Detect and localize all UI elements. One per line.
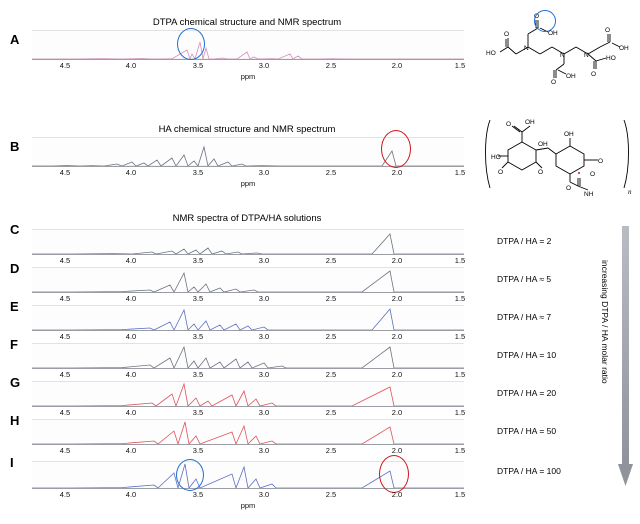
axis-c-tick-5: 2.0: [391, 256, 403, 265]
highlight-dtpa-carboxyl-structure: [534, 10, 556, 32]
svg-text:N: N: [584, 52, 589, 59]
axis-f-tick-5: 2.0: [391, 370, 403, 379]
axis-i-unit-label: ppm: [240, 501, 256, 510]
svg-text:OH: OH: [564, 131, 574, 138]
axis-h-tick-5: 2.0: [391, 446, 403, 455]
axis-d-tick-1: 4.0: [125, 294, 137, 303]
svg-text:OH: OH: [538, 141, 548, 148]
panel-letter-a: A: [10, 32, 20, 47]
spectrum-g-trace: [32, 381, 464, 407]
axis-d-tick-5: 2.0: [391, 294, 403, 303]
axis-f-tick-0: 4.5: [59, 370, 71, 379]
spectrum-h-frame: [32, 419, 464, 420]
spectrum-a-frame: [32, 30, 464, 31]
axis-h-tick-1: 4.0: [125, 446, 137, 455]
svg-text:n: n: [628, 188, 632, 196]
axis-b-tick-0: 4.5: [59, 168, 71, 177]
axis-a-tick-1: 4.0: [125, 61, 137, 70]
axis-h-tick-2: 3.5: [192, 446, 204, 455]
panel-letter-i: I: [10, 455, 14, 470]
spectrum-h: [32, 419, 464, 445]
spectrum-a-trace: [32, 30, 464, 60]
svg-text:O: O: [605, 27, 611, 34]
axis-e-tick-6: 1.5: [454, 332, 466, 341]
axis-f-tick-1: 4.0: [125, 370, 137, 379]
axis-h-tick-4: 2.5: [325, 446, 337, 455]
axis-e-tick-5: 2.0: [391, 332, 403, 341]
axis-b: [32, 168, 464, 186]
panel-letter-c: C: [10, 222, 20, 237]
axis-e-tick-1: 4.0: [125, 332, 137, 341]
axis-d-tick-6: 1.5: [454, 294, 466, 303]
spectrum-g: [32, 381, 464, 407]
svg-text:O: O: [498, 169, 504, 176]
axis-d-tick-4: 2.5: [325, 294, 337, 303]
increasing-ratio-caption-wrap: [600, 260, 620, 384]
axis-c-tick-4: 2.5: [325, 256, 337, 265]
axis-f-tick-2: 3.5: [192, 370, 204, 379]
svg-text:O: O: [504, 31, 510, 38]
highlight-dtpa-ch2-a: [177, 28, 205, 60]
svg-text:N: N: [560, 52, 565, 59]
axis-e-tick-4: 2.5: [325, 332, 337, 341]
svg-text:OH: OH: [619, 45, 629, 52]
spectrum-g-frame: [32, 381, 464, 382]
svg-text:HO: HO: [606, 55, 616, 62]
svg-text:N: N: [524, 45, 529, 52]
axis-c-tick-1: 4.0: [125, 256, 137, 265]
axis-h-tick-3: 3.0: [258, 446, 270, 455]
svg-text:HO: HO: [486, 50, 496, 57]
spectrum-e-frame: [32, 305, 464, 306]
axis-i-tick-1: 4.0: [125, 490, 137, 499]
axis-c-tick-0: 4.5: [59, 256, 71, 265]
highlight-ha-acetyl-i: [379, 455, 409, 493]
svg-text:OH: OH: [525, 119, 535, 126]
panel-letter-h: H: [10, 413, 20, 428]
svg-text:O: O: [598, 158, 604, 165]
axis-d-tick-3: 3.0: [258, 294, 270, 303]
ratio-label-c: DTPA / HA = 2: [497, 236, 552, 246]
spectrum-d-frame: [32, 267, 464, 268]
axis-a-tick-2: 3.5: [192, 61, 204, 70]
axis-h-tick-0: 4.5: [59, 446, 71, 455]
axis-i: [32, 490, 464, 508]
ratio-label-e: DTPA / HA ≈ 7: [497, 312, 552, 322]
axis-f-tick-3: 3.0: [258, 370, 270, 379]
axis-g-tick-2: 3.5: [192, 408, 204, 417]
highlight-ha-acetyl-b: [381, 130, 411, 168]
axis-f-tick-6: 1.5: [454, 370, 466, 379]
axis-b-tick-1: 4.0: [125, 168, 137, 177]
axis-a-tick-0: 4.5: [59, 61, 71, 70]
svg-text:O: O: [551, 79, 557, 84]
axis-a-tick-5: 2.0: [391, 61, 403, 70]
panel-letter-b: B: [10, 139, 20, 154]
axis-b-unit-label: ppm: [240, 179, 256, 188]
spectrum-e-trace: [32, 305, 464, 331]
spectrum-h-trace: [32, 419, 464, 445]
axis-b-tick-2: 3.5: [192, 168, 204, 177]
spectrum-d: [32, 267, 464, 293]
spectrum-d-trace: [32, 267, 464, 293]
panel-title-c: NMR spectra of DTPA/HA solutions: [172, 213, 322, 224]
axis-e-tick-0: 4.5: [59, 332, 71, 341]
panel-letter-f: F: [10, 337, 18, 352]
axis-f-tick-4: 2.5: [325, 370, 337, 379]
axis-i-tick-2: 3.5: [192, 490, 204, 499]
highlight-ha-acetyl-structure: [578, 172, 580, 174]
axis-d: [32, 294, 464, 304]
axis-i-tick-6: 1.5: [454, 490, 466, 499]
axis-h: [32, 446, 464, 456]
axis-a-tick-6: 1.5: [454, 61, 466, 70]
svg-text:O: O: [538, 169, 544, 176]
axis-g-tick-4: 2.5: [325, 408, 337, 417]
svg-text:O: O: [591, 71, 597, 78]
ratio-label-h: DTPA / HA = 50: [497, 426, 557, 436]
axis-b-tick-4: 2.5: [325, 168, 337, 177]
panel-letter-e: E: [10, 299, 19, 314]
ratio-label-f: DTPA / HA = 10: [497, 350, 557, 360]
svg-text:O: O: [534, 13, 540, 20]
panel-letter-d: D: [10, 261, 20, 276]
axis-d-tick-0: 4.5: [59, 294, 71, 303]
axis-e: [32, 332, 464, 342]
axis-a: [32, 61, 464, 79]
svg-text:HO: HO: [491, 154, 501, 161]
axis-i-tick-3: 3.0: [258, 490, 270, 499]
axis-g-tick-1: 4.0: [125, 408, 137, 417]
panel-title-b: HA chemical structure and NMR spectrum: [158, 124, 336, 135]
spectrum-a: [32, 30, 464, 60]
axis-i-tick-4: 2.5: [325, 490, 337, 499]
axis-h-tick-6: 1.5: [454, 446, 466, 455]
axis-e-tick-2: 3.5: [192, 332, 204, 341]
axis-i-tick-5: 2.0: [391, 490, 403, 499]
spectrum-e: [32, 305, 464, 331]
svg-text:O: O: [590, 171, 596, 178]
ratio-label-g: DTPA / HA = 20: [497, 388, 557, 398]
axis-e-tick-3: 3.0: [258, 332, 270, 341]
spectrum-f-frame: [32, 343, 464, 344]
dtpa-structure: [478, 6, 636, 84]
axis-c-tick-3: 3.0: [258, 256, 270, 265]
increasing-ratio-arrow: [618, 226, 634, 488]
axis-c-tick-2: 3.5: [192, 256, 204, 265]
axis-c-tick-6: 1.5: [454, 256, 466, 265]
axis-b-tick-6: 1.5: [454, 168, 466, 177]
svg-text:O: O: [566, 185, 572, 192]
axis-d-tick-2: 3.5: [192, 294, 204, 303]
axis-f: [32, 370, 464, 380]
axis-a-tick-4: 2.5: [325, 61, 337, 70]
panel-title-a: DTPA chemical structure and NMR spectrum: [152, 17, 342, 28]
axis-g: [32, 408, 464, 418]
axis-g-tick-5: 2.0: [391, 408, 403, 417]
axis-b-tick-3: 3.0: [258, 168, 270, 177]
axis-i-tick-0: 4.5: [59, 490, 71, 499]
spectrum-c: [32, 229, 464, 255]
spectrum-c-frame: [32, 229, 464, 230]
spectrum-f-trace: [32, 343, 464, 369]
axis-g-tick-3: 3.0: [258, 408, 270, 417]
axis-a-tick-3: 3.0: [258, 61, 270, 70]
axis-b-tick-5: 2.0: [391, 168, 403, 177]
spectrum-f: [32, 343, 464, 369]
ratio-label-i: DTPA / HA = 100: [497, 466, 561, 476]
increasing-ratio-caption: increasing DTPA / HA molar ratio: [600, 260, 610, 384]
highlight-dtpa-ch2-i: [176, 459, 204, 491]
axis-a-unit-label: ppm: [240, 72, 256, 81]
ha-structure: [478, 104, 636, 196]
panel-letter-g: G: [10, 375, 21, 390]
spectrum-c-trace: [32, 229, 464, 255]
svg-text:O: O: [506, 121, 512, 128]
axis-g-tick-6: 1.5: [454, 408, 466, 417]
ratio-label-d: DTPA / HA ≈ 5: [497, 274, 552, 284]
svg-text:OH: OH: [566, 73, 576, 80]
svg-text:OH: OH: [548, 30, 558, 37]
svg-text:NH: NH: [584, 191, 594, 196]
axis-c: [32, 256, 464, 266]
axis-g-tick-0: 4.5: [59, 408, 71, 417]
